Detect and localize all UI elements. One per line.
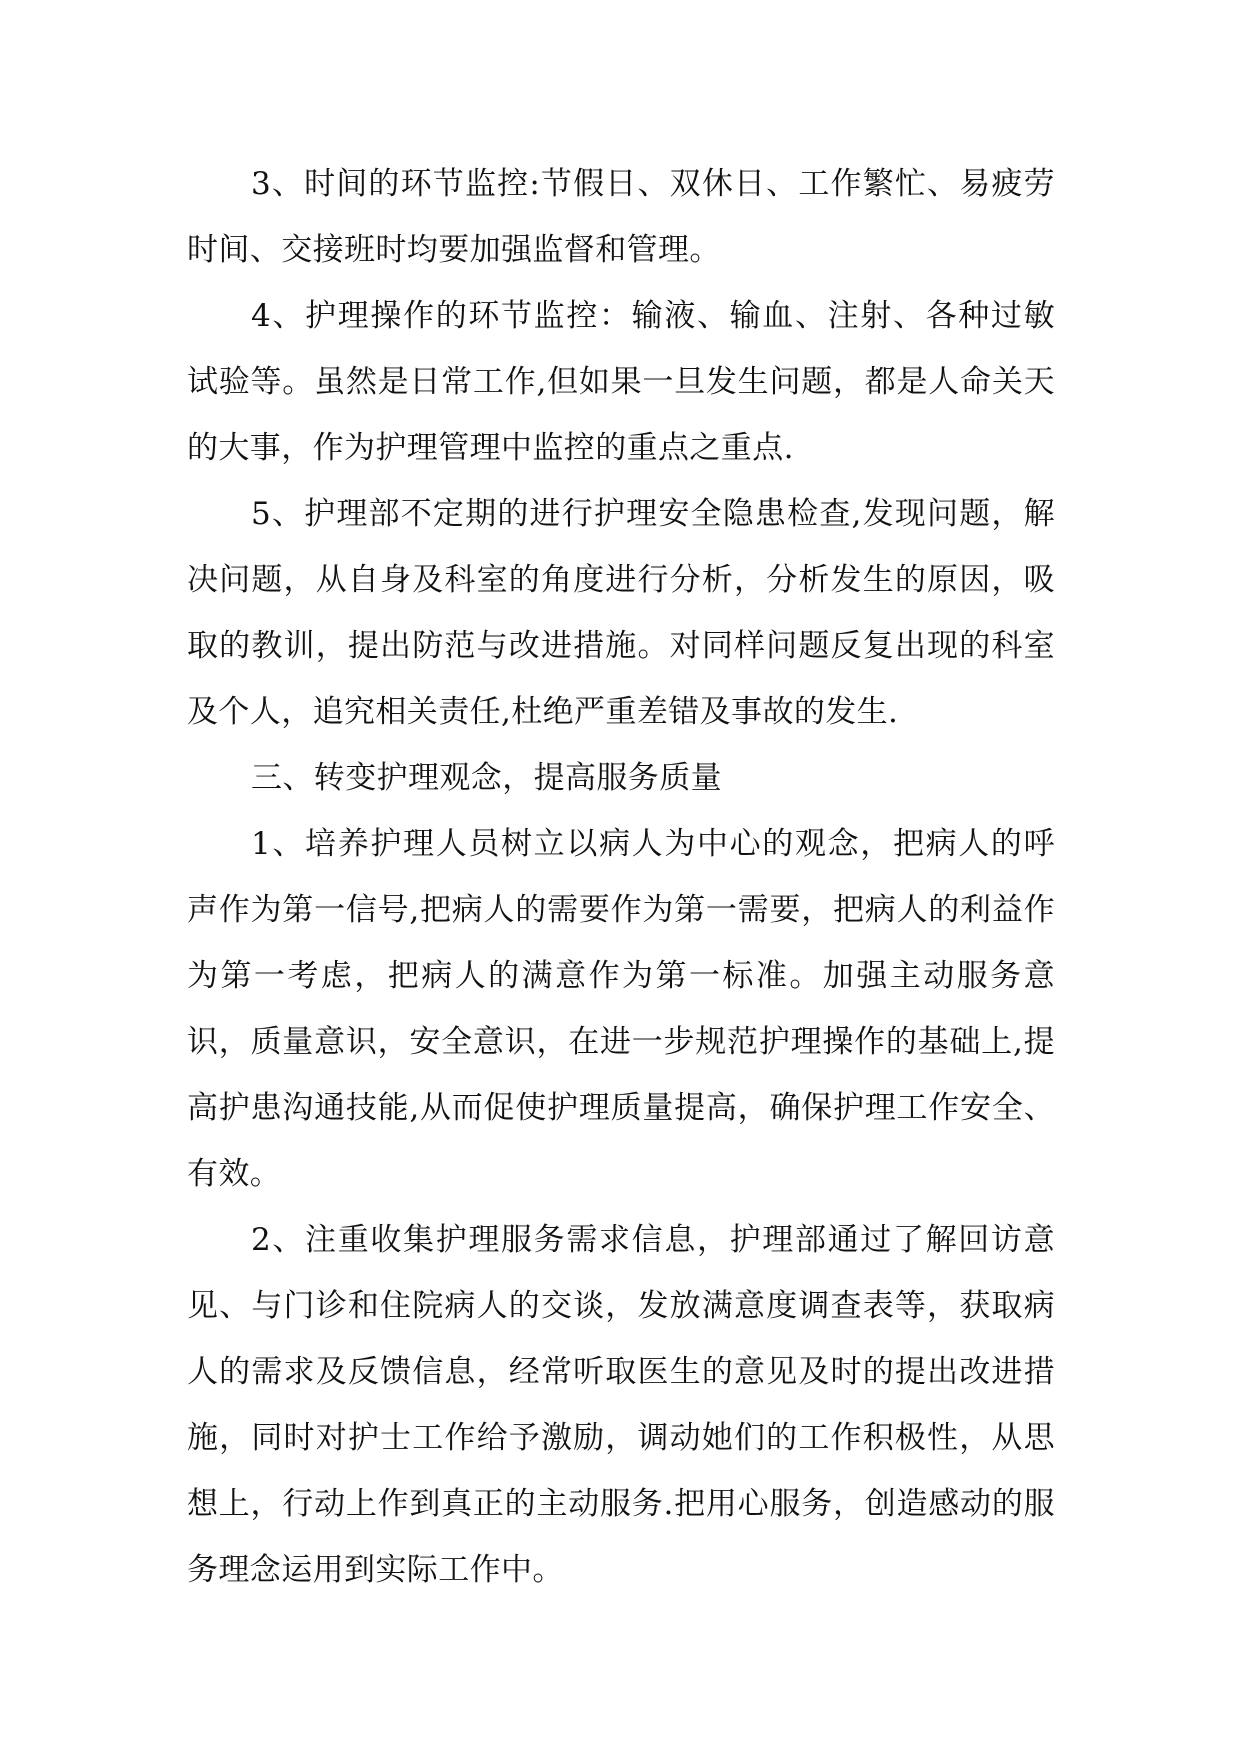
paragraph-time-monitoring: 3、时间的环节监控:节假日、双休日、工作繁忙、易疲劳时间、交接班时均要加强监督和管理。 xyxy=(187,166,1055,268)
paragraph-patient-centered: 1、培养护理人员树立以病人为中心的观念，把病人的呼声作为第一信号,把病人的需要作为第一需要，把病人的利益作为第一考虑，把病人的满意作为第一标准。加强主动服务意识，质量意识，安全意识，在进一步规范护理操作的基础上,提高护患沟通技能,从而促使护理质量提高，确保护理工作安全、有效。 xyxy=(187,826,1055,1192)
paragraph-safety-inspection: 5、护理部不定期的进行护理安全隐患检查,发现问题，解决问题，从自身及科室的角度进行分析，分析发生的原因，吸取的教训，提出防范与改进措施。对同样问题反复出现的科室及个人，追究相关责任,杜绝严重差错及事故的发生. xyxy=(187,496,1055,730)
section-heading-service-quality: 三、转变护理观念，提高服务质量 xyxy=(251,760,722,796)
paragraph-feedback-collection: 2、注重收集护理服务需求信息，护理部通过了解回访意见、与门诊和住院病人的交谈，发放满意度调查表等，获取病人的需求及反馈信息，经常听取医生的意见及时的提出改进措施，同时对护士工作给予激励，调动她们的工作积极性，从思想上，行动上作到真正的主动服务.把用心服务，创造感动的服务理念运用到实际工作中。 xyxy=(187,1222,1055,1588)
paragraph-operation-monitoring: 4、护理操作的环节监控：输液、输血、注射、各种过敏试验等。虽然是日常工作,但如果一旦发生问题，都是人命关天的大事，作为护理管理中监控的重点之重点. xyxy=(187,298,1055,466)
document-body xyxy=(187,151,1055,1603)
